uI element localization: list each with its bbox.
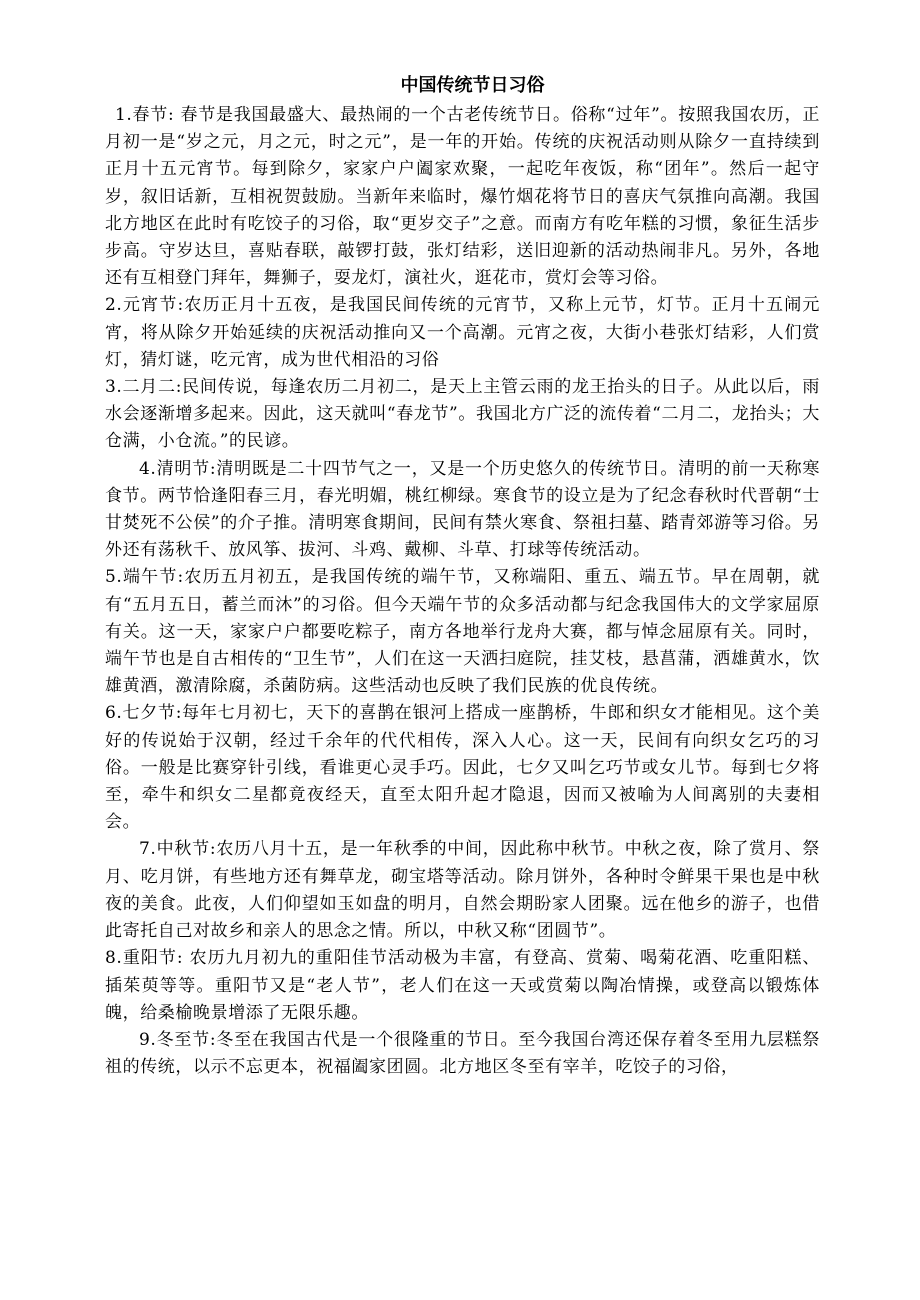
document-title: 中国传统节日习俗 — [400, 75, 545, 96]
section-text: 农历五月初五，是我国传统的端午节，又称端阳、重五、端五节。早在周朝，就有“五月五日，蓄兰而沐”的习俗。但今天端午节的众多活动都与纪念我国伟大的文学家屈原有关。这一天，家家户户都要吃粽子，南方各地举行龙舟大赛，都与悼念屈原有关。同时，端午节也是自古相传的“卫生节”，人们在这一天洒扫庭院，挂艾枝，悬菖蒲，洒雄黄水，饮雄黄酒，激清除腐，杀菌防病。这些活动也反映了我们民族的优良传统。 — [105, 567, 820, 697]
section-text: 民间传说，每逢农历二月初二，是天上主管云雨的龙王抬头的日子。从此以后，雨水会逐渐增多起来。因此，这天就叫“春龙节”。我国北方广泛的流传着“二月二，龙抬头；大仓满，小仓流。”的民谚。 — [105, 377, 820, 452]
paragraph-qixi-festival — [105, 700, 820, 836]
paragraph-dragon-head-day — [105, 374, 820, 456]
paragraph-double-ninth-festival — [105, 945, 820, 1027]
section-label: 1.春节: — [115, 105, 175, 125]
section-label: 9.冬至节: — [139, 1029, 217, 1050]
section-label: 4.清明节: — [139, 458, 217, 479]
paragraph-mid-autumn-festival — [105, 836, 820, 945]
section-text: 农历八月十五，是一年秋季的中间，因此称中秋节。中秋之夜，除了赏月、祭月、吃月饼，有些地方还有舞草龙，砌宝塔等活动。除月饼外，各种时令鲜果干果也是中秋夜的美食。此夜，人们仰望如玉如盘的明月，自然会期盼家人团聚。远在他乡的游子，也借此寄托自己对故乡和亲人的思念之情。所以，中秋又称“团圆节”。 — [105, 839, 820, 942]
paragraph-dragon-boat-festival — [105, 564, 820, 700]
section-label: 6.七夕节: — [105, 703, 183, 724]
section-text: 每年七月初七，天下的喜鹊在银河上搭成一座鹊桥，牛郎和织女才能相见。这个美好的传说始于汉朝，经过千余年的代代相传，深入人心。这一天，民间有向织女乞巧的习俗。一般是比赛穿针引线，看谁更心灵手巧。因此，七夕又叫乞巧节或女儿节。每到七夕将至，牵牛和织女二星都竟夜经天，直至太阳升起才隐退，因而又被喻为人间离别的夫妻相会。 — [105, 703, 820, 833]
section-label: 7.中秋节: — [139, 839, 217, 860]
section-text: 冬至在我国古代是一个很隆重的节日。至今我国台湾还保存着冬至用九层糕祭祖的传统，以示不忘更本，祝福阖家团圆。北方地区冬至有宰羊，吃饺子的习俗， — [105, 1029, 820, 1078]
paragraph-lantern-festival — [105, 292, 820, 374]
paragraph-spring-festival — [105, 102, 820, 292]
paragraph-winter-solstice — [105, 1027, 820, 1081]
section-text: 春节是我国最盛大、最热闹的一个古老传统节日。俗称“过年”。按照我国农历，正月初一是“岁之元，月之元，时之元”，是一年的开始。传统的庆祝活动则从除夕一直持续到正月十五元宵节。每到除夕，家家户户阖家欢聚，一起吃年夜饭，称“团年”。然后一起守岁，叙旧话新，互相祝贺鼓励。当新年来临时，爆竹烟花将节日的喜庆气氛推向高潮。我国北方地区在此时有吃饺子的习俗，取“更岁交子”之意。而南方有吃年糕的习惯，象征生活步步高。守岁达旦，喜贴春联，敲锣打鼓，张灯结彩，送旧迎新的活动热闹非凡。另外，各地还有互相登门拜年，舞狮子，耍龙灯，演社火，逛花市，赏灯会等习俗。 — [105, 105, 820, 289]
document-page — [105, 70, 820, 1081]
section-text: 农历九月初九的重阳佳节活动极为丰富，有登高、赏菊、喝菊花酒、吃重阳糕、插茱萸等等。重阳节又是“老人节”，老人们在这一天或赏菊以陶冶情操，或登高以锻炼体魄，给桑榆晚景增添了无限乐趣。 — [105, 948, 820, 1023]
section-text: 清明既是二十四节气之一，又是一个历史悠久的传统节日。清明的前一天称寒食节。两节恰逢阳春三月，春光明媚，桃红柳绿。寒食节的设立是为了纪念春秋时代晋朝“士甘焚死不公侯”的介子推。清明寒食期间，民间有禁火寒食、祭祖扫墓、踏青郊游等习俗。另外还有荡秋千、放风筝、拔河、斗鸡、戴柳、斗草、打球等传统活动。 — [105, 458, 820, 561]
section-label: 2.元宵节: — [105, 295, 184, 316]
section-label: 8.重阳节: — [105, 948, 184, 969]
section-text: 农历正月十五夜，是我国民间传统的元宵节，又称上元节，灯节。正月十五闹元宵，将从除夕开始延续的庆祝活动推向又一个高潮。元宵之夜，大街小巷张灯结彩，人们赏灯，猜灯谜，吃元宵，成为世代相沿的习俗 — [105, 295, 820, 370]
section-label: 5.端午节: — [105, 567, 184, 588]
paragraph-qingming-festival — [105, 456, 820, 565]
section-label: 3.二月二: — [105, 377, 183, 398]
